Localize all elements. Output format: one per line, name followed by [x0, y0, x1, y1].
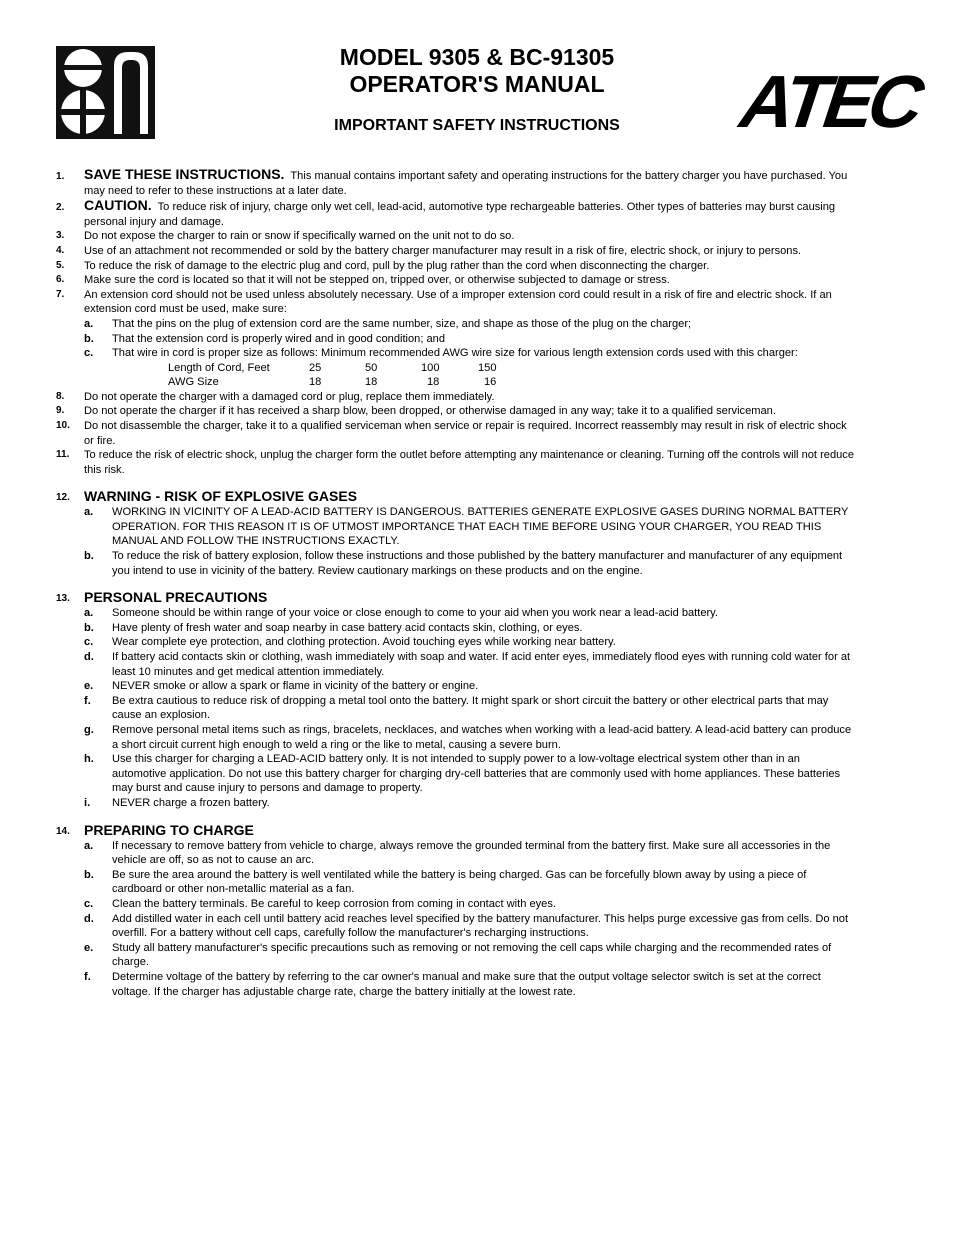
item-number: 9. [56, 405, 65, 417]
item-number: 6. [56, 274, 65, 286]
sub-item [84, 868, 856, 897]
item-number: 12. [56, 492, 70, 504]
awg-cell: 150 [478, 361, 497, 374]
awg-cell: 25 [309, 361, 322, 374]
item-text: Do not operate the charger with a damaged cord or plug, replace them immediately. [84, 390, 495, 403]
sub-letter: e. [84, 680, 94, 693]
awg-cell: 50 [365, 361, 378, 374]
sub-letter: b. [84, 332, 94, 345]
section-heading: WARNING - RISK OF EXPLOSIVE GASES [84, 488, 358, 505]
sub-text: That the pins on the plug of extension cord are the same number, size, and shape as those of the plug on the charger; [112, 317, 692, 330]
section-preparing-to-charge [56, 822, 856, 1000]
sub-letter: a. [84, 506, 94, 519]
item-number: 13. [56, 593, 70, 605]
item-number: 1. [56, 171, 65, 182]
list-item [56, 167, 856, 198]
item-text: To reduce risk of injury, charge only wet cell, lead-acid, automotive type rechargeable batteries. Other types of batteries may burst causing personal injury and damage. [84, 201, 836, 228]
sub-text: Have plenty of fresh water and soap nearby in case battery acid contacts skin, clothing, or eyes. [112, 621, 583, 634]
sub-item [84, 941, 856, 970]
sub-letter: h. [84, 753, 94, 766]
item-text: Make sure the cord is located so that it will not be stepped on, tripped over, or otherwise subjected to damage or stress. [84, 274, 670, 287]
sub-item [84, 694, 856, 723]
awg-cell: 18 [309, 376, 322, 389]
item-lead: CAUTION. [84, 197, 152, 214]
list-item [56, 259, 856, 274]
item-number: 14. [56, 825, 70, 837]
sub-letter: b. [84, 868, 94, 881]
section-explosive-gases [56, 488, 856, 578]
item-text: An extension cord should not be used unless absolutely necessary. Use of a improper extension cord could result in a risk of fire and electric shock. If an extension cord must be used, make sure: [84, 288, 832, 316]
company-logo-icon [56, 46, 155, 139]
awg-cell: 18 [365, 376, 378, 389]
sub-item [84, 606, 856, 621]
sub-text: Study all battery manufacturer's specific precautions such as removing or not removing the cell caps while charging and the recommended rates of charge. [112, 941, 832, 969]
sub-letter: b. [84, 621, 94, 634]
item-number: 10. [56, 419, 70, 431]
sub-item [84, 912, 856, 941]
awg-row2-label: AWG Size [168, 376, 219, 389]
sub-item [84, 505, 856, 549]
sub-item [84, 679, 856, 694]
sub-letter: c. [84, 897, 94, 910]
item-number: 2. [56, 202, 65, 214]
sub-item [84, 317, 856, 332]
list-item [56, 244, 856, 259]
sub-text: Someone should be within range of your voice or close enough to come to your aid when you work near a lead-acid battery. [112, 607, 718, 620]
list-item [56, 448, 856, 477]
sub-text: NEVER smoke or allow a spark or flame in vicinity of the battery or engine. [112, 680, 479, 693]
manual-title-line2: OPERATOR'S MANUAL [349, 71, 605, 97]
sub-letter: a. [84, 839, 94, 852]
list-item [56, 419, 856, 448]
sub-letter: c. [84, 636, 94, 649]
section-personal-precautions [56, 589, 856, 810]
sub-letter: b. [84, 550, 94, 563]
awg-cell: 18 [427, 376, 440, 389]
sub-letter: a. [84, 607, 94, 620]
sub-item [84, 970, 856, 999]
item-text: Do not disassemble the charger, take it to a qualified serviceman when service or repair is required. Incorrect reassembly may result in risk of electric shock or fire. [84, 419, 847, 447]
item-text: To reduce the risk of damage to the electric plug and cord, pull by the plug rather than the cord when disconnecting the charger. [84, 259, 710, 272]
item-number: 7. [56, 288, 65, 300]
sub-text: Be sure the area around the battery is well ventilated while the battery is being charged. Gas can be forcefully blown away by using a piece of cardboard or other non-metallic material as a fan. [112, 868, 807, 896]
sub-letter: a. [84, 317, 94, 330]
sub-text: If battery acid contacts skin or clothing, wash immediately with soap and water. If acid enter eyes, immediately flood eyes with running cold water for at least 10 minutes and get medical attention immediately. [112, 651, 851, 678]
sub-letter: g. [84, 724, 94, 736]
sub-item [84, 839, 856, 868]
list-item [56, 229, 856, 244]
item-lead: SAVE THESE INSTRUCTIONS. [84, 166, 285, 182]
sub-item [84, 621, 856, 636]
item-text: This manual contains important safety and operating instructions for the battery charger you have purchased. You may need to refer to these instructions at a later date. [84, 170, 848, 197]
item-number: 11. [56, 449, 70, 461]
sub-letter: c. [84, 347, 94, 360]
list-item [56, 198, 856, 229]
list-item [56, 273, 856, 288]
sub-item [84, 635, 856, 650]
awg-row1-label: Length of Cord, Feet [168, 361, 270, 374]
brand-logo-text: ATEC [729, 60, 933, 144]
sub-item [84, 650, 856, 679]
sub-item [84, 332, 856, 347]
awg-table [84, 361, 856, 390]
sub-text: That wire in cord is proper size as follows: Minimum recommended AWG wire size for various length extension cords used with this charger: [112, 347, 798, 360]
sub-text: NEVER charge a frozen battery. [112, 796, 270, 809]
sub-text: Use this charger for charging a LEAD-ACID battery only. It is not intended to supply power to a low-voltage electrical system other than in an automotive application. Do not use this battery charger for charging dry-cell batteries that are commonly used with home appliances. These batteries may burst and cause injury to persons and damage to property. [112, 753, 841, 795]
sub-text: Remove personal metal items such as rings, bracelets, necklaces, and watches when working with a lead-acid battery. A lead-acid battery can produce a short circuit current high enough to weld a ring or the like to metal, causing a severe burn. [112, 724, 852, 751]
sub-letter: i. [84, 796, 91, 809]
sub-text: WORKING IN VICINITY OF A LEAD-ACID BATTERY IS DANGEROUS. BATTERIES GENERATE EXPLOSIVE GASES DURING NORMAL BATTERY OPERATION. FOR THIS REASON IT IS OF UTMOST IMPORTANCE THAT EACH TIME BEFORE USING YOUR CHARGER, YOU READ THIS MANUAL AND FOLLOW THE INSTRUCTIONS EXACTLY. [112, 506, 849, 548]
item-text: To reduce the risk of electric shock, unplug the charger form the outlet before attempting any maintenance or cleaning. Turning off the controls will not reduce this risk. [84, 449, 855, 476]
item-text: Do not expose the charger to rain or snow if specifically warned on the unit not to do so. [84, 230, 515, 243]
item-number: 3. [56, 230, 65, 242]
awg-cell: 16 [484, 376, 497, 389]
sub-item [84, 897, 856, 912]
awg-cell: 100 [421, 361, 440, 374]
item-text: Use of an attachment not recommended or sold by the battery charger manufacturer may result in a risk of fire, electric shock, or injury to persons. [84, 244, 802, 257]
sub-letter: d. [84, 912, 94, 925]
safety-subtitle: IMPORTANT SAFETY INSTRUCTIONS [334, 117, 620, 134]
item-number: 5. [56, 259, 65, 271]
sub-text: Wear complete eye protection, and clothing protection. Avoid touching eyes while working near battery. [112, 636, 616, 649]
list-item [56, 288, 856, 390]
sub-text: To reduce the risk of battery explosion, follow these instructions and those published by the battery manufacturer and manufacturer of any equipment you intend to use in vicinity of the battery. Review cautionary markings on these products and on the engine. [112, 550, 843, 577]
item-number: 8. [56, 390, 65, 402]
sub-text: Clean the battery terminals. Be careful to keep corrosion from coming in contact with eyes. [112, 897, 556, 910]
sub-text: That the extension cord is properly wired and in good condition; and [112, 332, 446, 345]
sub-text: Be extra cautious to reduce risk of dropping a metal tool onto the battery. It might spark or short circuit the battery or other electrical parts that may cause an explosion. [112, 694, 829, 722]
section-heading: PERSONAL PRECAUTIONS [84, 589, 268, 606]
sub-letter: d. [84, 651, 94, 664]
sub-item [84, 346, 856, 361]
sub-text: If necessary to remove battery from vehicle to charge, always remove the grounded terminal from the battery first. Make sure all accessories in the vehicle are off, so as not to cause an arc. [112, 839, 831, 867]
atec-logo-icon [729, 55, 933, 144]
sub-letter: f. [84, 970, 91, 983]
sub-letter: f. [84, 694, 91, 707]
sub-item [84, 723, 856, 752]
manual-title-line1: MODEL 9305 & BC-91305 [339, 44, 615, 70]
item-number: 4. [56, 244, 65, 256]
list-item [56, 390, 856, 405]
sub-text: Determine voltage of the battery by referring to the car owner's manual and make sure that the output voltage selector switch is set at the correct voltage. If the charger has adjustable charge rate, charge the battery initially at the lowest rate. [112, 970, 821, 998]
section-heading: PREPARING TO CHARGE [84, 821, 254, 838]
item-text: Do not operate the charger if it has received a sharp blow, been dropped, or otherwise damaged in any way; take it to a qualified serviceman. [84, 405, 776, 418]
sub-letter: e. [84, 941, 94, 954]
list-item [56, 404, 856, 419]
sub-item [84, 549, 856, 578]
sub-item [84, 796, 856, 811]
sub-text: Add distilled water in each cell until battery acid reaches level specified by the battery manufacturer. This helps purge excessive gas from cells. Do not overfill. For a battery without cell caps, carefully follow the manufacturer's recharging instructions. [112, 912, 849, 940]
sub-item [84, 752, 856, 796]
instructions-list [56, 167, 856, 999]
